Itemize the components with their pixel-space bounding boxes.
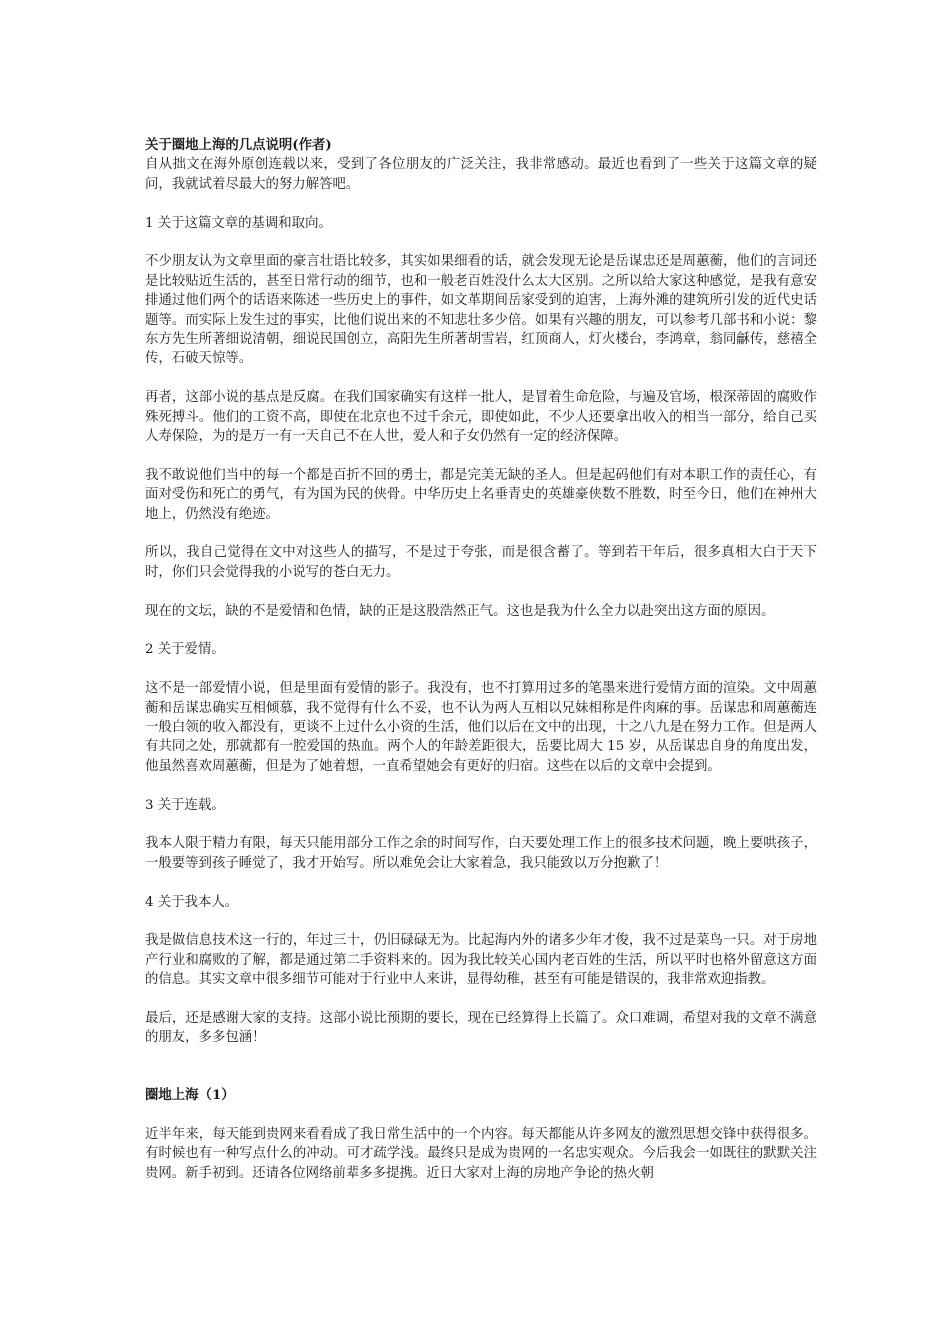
section-1-paragraph-3: 我不敢说他们当中的每一个都是百折不回的勇士，都是完美无缺的圣人。但是起码他们有对本职工作的责任心，有面对受伤和死亡的勇气，有为国为民的侠骨。中华历史上名垂青史的英雄豪侠数不胜数，时至今日，他们在神州大地上，仍然没有绝迹。 (145, 467, 817, 522)
section-2-heading: 2 关于爱情。 (145, 642, 225, 658)
intro-paragraph: 自从拙文在海外原创连载以来，受到了各位朋友的广泛关注，我非常感动。最近也看到了一些关于这篇文章的疑问，我就试着尽最大的努力解答吧。 (145, 157, 817, 192)
section-3-heading: 3 关于连载。 (145, 797, 225, 813)
section-1-paragraph-2: 再者，这部小说的基点是反腐。在我们国家确实有这样一批人，是冒着生命危险，与遍及官场，根深蒂固的腐败作殊死搏斗。他们的工资不高，即使在北京也不过千余元，即使如此，不少人还要拿出收入的相当一部分，给自己买人寿保险，为的是万一有一天自己不在人世，爱人和子女仍然有一定的经济保障。 (145, 390, 817, 445)
section-1-heading: 1 关于这篇文章的基调和取向。 (145, 215, 332, 231)
section-3-paragraph-1: 我本人限于精力有限，每天只能用部分工作之余的时间写作，白天要处理工作上的很多技术问题，晚上要哄孩子，一般要等到孩子睡觉了，我才开始写。所以难免会让大家着急，我只能致以万分抱歉了！ (145, 836, 817, 871)
notes-title: 关于圈地上海的几点说明(作者) (145, 137, 332, 153)
section-1-paragraph-5: 现在的文坛，缺的不是爱情和色情，缺的正是这股浩然正气。这也是我为什么全力以赴突出这方面的原因。 (145, 603, 775, 619)
document-body (145, 136, 817, 1183)
section-4-heading: 4 关于我本人。 (145, 894, 239, 910)
chapter-paragraph-1: 近半年来，每天能到贵网来看看成了我日常生活中的一个内容。每天都能从许多网友的激烈思想交锋中获得很多。有时候也有一种写点什么的冲动。可才疏学浅。最终只是成为贵网的一名忠实观众。今后我会一如既往的默默关注贵网。新手初到。还请各位网络前辈多多提携。近日大家对上海的房地产争论的热火朝 (145, 1126, 817, 1181)
section-2-paragraph-1: 这不是一部爱情小说，但是里面有爱情的影子。我没有，也不打算用过多的笔墨来进行爱情方面的渲染。文中周蕙蘅和岳谋忠确实互相倾慕，我不觉得有什么不妥，也不认为两人互相以兄妹相称是件肉麻的事。岳谋忠和周蕙蘅连一般白领的收入都没有，更谈不上过什么小资的生活，他们以后在文中的出现，十之八九是在努力工作。但是两人有共同之处，那就都有一腔爱国的热血。两个人的年龄差距很大，岳要比周大 15 岁，从岳谋忠自身的角度出发，他虽然喜欢周蕙蘅，但是为了她着想，一直希望她会有更好的归宿。这些在以后的文章中会提到。 (145, 681, 817, 774)
section-4-paragraph-1: 我是做信息技术这一行的，年过三十，仍旧碌碌无为。比起海内外的诸多少年才俊，我不过是菜鸟一只。对于房地产行业和腐败的了解，都是通过第二手资料来的。因为我比较关心国内老百姓的生活，所以平时也格外留意这方面的信息。其实文章中很多细节可能对于行业中人来讲，显得幼稚，甚至有可能是错误的，我非常欢迎指教。 (145, 933, 817, 988)
section-1-paragraph-1: 不少朋友认为文章里面的豪言壮语比较多，其实如果细看的话，就会发现无论是岳谋忠还是周蕙蘅，他们的言词还是比较贴近生活的，甚至日常行动的细节，也和一般老百姓没什么太大区别。之所以给大家这种感觉，是我有意安排通过他们两个的话语来陈述一些历史上的事件，如文革期间岳家受到的迫害，上海外滩的建筑所引发的近代史话题等。而实际上发生过的事实，比他们说出来的不知悲壮多少倍。如果有兴趣的朋友，可以参考几部书和小说：黎东方先生所著细说清朝，细说民国创立，高阳先生所著胡雪岩，红顶商人，灯火楼台，李鸿章，翁同龢传，慈禧全传，石破天惊等。 (145, 254, 817, 367)
section-1-paragraph-4: 所以，我自己觉得在文中对这些人的描写，不是过于夸张，而是很含蓄了。等到若干年后，很多真相大白于天下时，你们只会觉得我的小说写的苍白无力。 (145, 545, 817, 580)
chapter-title: 圈地上海（1） (145, 1086, 235, 1103)
closing-paragraph: 最后，还是感谢大家的支持。这部小说比预期的要长，现在已经算得上长篇了。众口难调，希望对我的文章不满意的朋友，多多包涵！ (145, 1011, 817, 1046)
